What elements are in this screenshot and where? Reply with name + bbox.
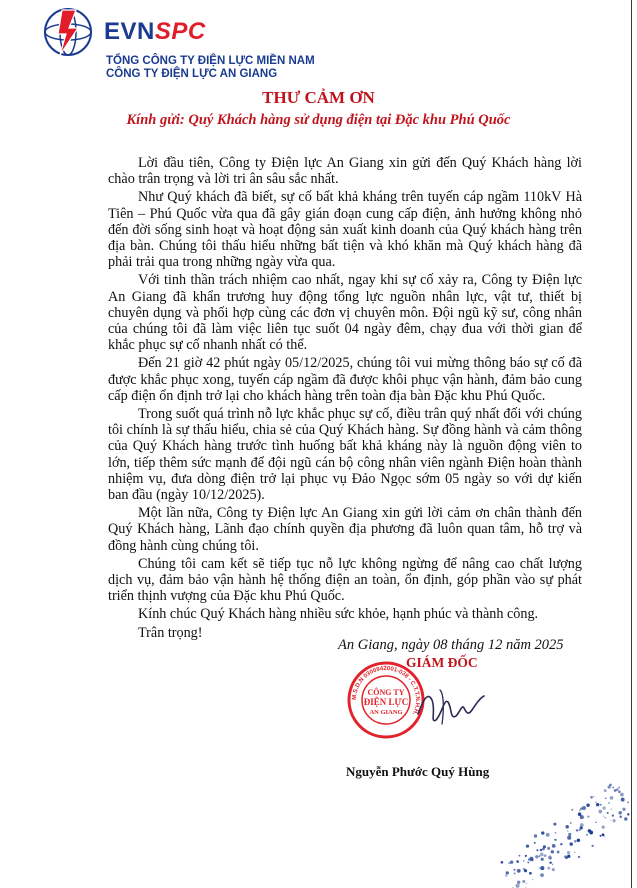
decorative-dot xyxy=(618,811,622,815)
brand-prefix: EVN xyxy=(104,18,155,45)
decorative-dot xyxy=(587,815,589,817)
decorative-dot xyxy=(621,798,625,802)
seal-line-3: AN GIANG xyxy=(369,709,403,716)
decorative-dot xyxy=(514,872,516,874)
decorative-dot xyxy=(605,797,607,799)
company-name: CÔNG TY ĐIỆN LỰC AN GIANG xyxy=(106,68,278,80)
decorative-dot xyxy=(547,867,550,870)
decorative-dot xyxy=(523,860,525,862)
decorative-dot xyxy=(608,802,610,804)
decorative-dot xyxy=(553,823,556,826)
decorative-dot xyxy=(555,832,557,834)
decorative-dot xyxy=(524,869,527,872)
decorative-dot xyxy=(534,842,536,844)
decorative-dot xyxy=(517,881,520,884)
decorative-dot xyxy=(571,809,573,811)
brand-suffix: SPC xyxy=(154,18,206,45)
decorative-dot xyxy=(602,806,605,809)
decorative-dot xyxy=(535,855,538,858)
signer-name: Nguyễn Phước Quý Hùng xyxy=(346,764,490,779)
decorative-dot xyxy=(514,869,516,871)
decorative-dot xyxy=(627,813,629,815)
decorative-dot xyxy=(551,850,554,853)
decorative-dot xyxy=(505,874,507,876)
paragraph: Lời đầu tiên, Công ty Điện lực An Giang xin gửi đến Quý Khách hàng lời chào trân trọng và lời tri ân sâu sắc nhất. xyxy=(108,155,582,188)
paragraph: Trong suốt quá trình nỗ lực khắc phục sự cố, điều trân quý nhất đối với chúng tôi chính là sự thấu hiểu, chia sẻ của Quý Khách hàng. Sự đồng hành và cảm thông của Quý Khách hàng trước tình huống bất khả kháng này là nguồn động viên to lớn, tiếp thêm sức mạnh để đội ngũ cán bộ công nhân viên ngành Điện hoàn thành nhiệm vụ, đưa dòng điện trở lại phục vụ Đảo Ngọc sớm 05 ngày so với dự kiến ban đầu (ngày 10/12/2025). xyxy=(108,406,582,504)
paragraph: Trân trọng! xyxy=(138,624,203,641)
page-edge-line xyxy=(631,0,632,888)
decorative-dot xyxy=(568,833,571,836)
decorative-dot xyxy=(619,816,622,819)
decorative-dot xyxy=(612,787,614,789)
decorative-dot xyxy=(595,822,596,823)
decorative-dot xyxy=(586,803,589,806)
decorative-dot xyxy=(618,786,620,788)
decorative-dot xyxy=(541,858,544,861)
seal-line-1: CÔNG TY xyxy=(367,688,405,697)
decorative-dot xyxy=(510,861,513,864)
decorative-dot xyxy=(600,804,602,806)
paragraph: Một lần nữa, Công ty Điện lực An Giang xin gửi lời cảm ơn chân thành đến Quý Khách hàng, Lãnh đạo chính quyền địa phương đã luôn quan tâm, hỗ trợ và đồng hành cùng chúng tôi. xyxy=(108,505,582,554)
handwritten-signature-icon xyxy=(414,680,486,730)
decorative-dot xyxy=(554,839,555,840)
brand-name xyxy=(104,18,206,46)
decorative-dot xyxy=(610,820,611,821)
decorative-dot xyxy=(547,847,550,850)
decorative-dot xyxy=(532,879,533,880)
decorative-dot xyxy=(595,802,596,803)
decorative-dot xyxy=(564,855,567,858)
seal-ring-text: M.S.D.N 0300942001-038 - C.T.T.N.H.H. xyxy=(351,665,421,716)
decorative-dot xyxy=(604,789,607,792)
decorative-dot xyxy=(591,845,593,847)
decorative-dot xyxy=(517,861,520,864)
decorative-dot xyxy=(526,844,529,847)
decorative-dot xyxy=(506,871,509,874)
decorative-dot xyxy=(534,834,537,837)
decorative-dot xyxy=(540,873,544,877)
decorative-dot xyxy=(577,839,580,842)
decorative-dot xyxy=(567,836,571,840)
place-date: An Giang, ngày 08 tháng 12 năm 2025 xyxy=(338,637,564,653)
decorative-dot xyxy=(539,855,541,857)
parent-organization: TỔNG CÔNG TY ĐIỆN LỰC MIỀN NAM xyxy=(106,55,315,67)
decorative-dot xyxy=(516,884,520,888)
decorative-dots-icon xyxy=(500,770,631,888)
decorative-dot xyxy=(590,831,593,834)
decorative-dot xyxy=(598,810,602,814)
decorative-dot xyxy=(605,817,606,818)
decorative-dot xyxy=(529,872,532,875)
decorative-dot xyxy=(548,856,552,860)
decorative-dot xyxy=(609,784,612,787)
decorative-dot xyxy=(612,819,615,822)
decorative-dot xyxy=(567,851,570,854)
decorative-dot xyxy=(540,849,542,851)
decorative-dot xyxy=(552,844,556,848)
decorative-dot xyxy=(570,822,572,824)
paragraph: Với tinh thần trách nhiệm cao nhất, ngay khi sự cố xảy ra, Công ty Điện lực An Giang đã khẩn trương huy động tổng lực nguồn nhân lực, vật tư, thiết bị chuyên dụng và phối hợp cùng các đơn vị chuyên môn. Đội ngũ kỹ sư, công nhân của chúng tôi đã làm việc liên tục suốt 04 ngày đêm, chạy đua với thời gian để khắc phục sự cố nhanh nhất có thể. xyxy=(108,272,582,354)
decorative-dot xyxy=(611,809,612,810)
decorative-dot xyxy=(570,842,573,845)
seal-line-2: ĐIỆN LỰC xyxy=(363,697,409,707)
paragraph: Chúng tôi cam kết sẽ tiếp tục nỗ lực không ngừng để nâng cao chất lượng dịch vụ, đảm bảo vận hành hệ thống điện an toàn, ổn định, góp phần vào sự phát triển thịnh vượng của Đặc khu Phú Quốc. xyxy=(108,555,582,605)
decorative-dot xyxy=(528,861,529,862)
decorative-dot xyxy=(540,853,544,857)
decorative-dot xyxy=(522,880,525,883)
decorative-dot xyxy=(530,857,534,861)
decorative-dot xyxy=(602,825,605,828)
decorative-dot xyxy=(539,867,540,868)
decorative-dot xyxy=(582,806,586,810)
letter-body xyxy=(108,155,582,643)
decorative-dot xyxy=(518,855,520,857)
decorative-dot xyxy=(627,801,629,803)
signer-role: GIÁM ĐỐC xyxy=(406,655,478,670)
decorative-dot xyxy=(574,840,577,843)
decorative-dot xyxy=(552,868,555,871)
decorative-dot xyxy=(526,883,527,884)
decorative-dot xyxy=(620,793,624,797)
decorative-dot xyxy=(546,833,550,837)
decorative-dot xyxy=(574,851,575,852)
decorative-dot xyxy=(594,796,595,797)
decorative-dot xyxy=(567,830,568,831)
decorative-dot xyxy=(557,851,560,854)
letter-recipient: Kính gửi: Quý Khách hàng sử dụng điện tại Đặc khu Phú Quốc xyxy=(126,112,511,128)
decorative-dot xyxy=(549,861,551,863)
decorative-dot xyxy=(610,796,614,800)
decorative-dot xyxy=(543,845,546,848)
decorative-dot xyxy=(612,814,614,816)
decorative-dot xyxy=(580,815,584,819)
decorative-dot xyxy=(540,866,544,870)
decorative-dot xyxy=(607,812,609,814)
decorative-dot xyxy=(552,864,553,865)
decorative-dot xyxy=(580,807,583,810)
decorative-dot xyxy=(586,834,588,836)
decorative-dot xyxy=(579,810,580,811)
paragraph: Như Quý khách đã biết, sự cố bất khả kháng trên tuyến cáp ngầm 110kV Hà Tiên – Phú Quốc vừa qua đã gây gián đoạn cung cấp điện, ảnh hưởng không nhỏ đến đời sống sinh hoạt và hoạt động sản xuất kinh doanh của Quý khách hàng trên địa bàn. Chúng tôi thấu hiểu những bất tiện và khó khăn mà Quý khách hàng đã phải trải qua trong những ngày vừa qua. xyxy=(108,189,582,271)
paragraph: Kính chúc Quý Khách hàng nhiều sức khỏe, hạnh phúc và thành công. xyxy=(138,606,539,623)
decorative-dot xyxy=(578,856,580,858)
decorative-dot xyxy=(517,869,521,873)
decorative-dot xyxy=(616,788,618,790)
decorative-dot xyxy=(603,816,604,817)
decorative-dot xyxy=(501,861,504,864)
decorative-dot xyxy=(580,823,584,827)
decorative-dot xyxy=(618,791,621,794)
decorative-dot xyxy=(525,855,527,857)
decorative-dot xyxy=(567,855,570,858)
decorative-dot xyxy=(604,836,606,838)
decorative-dot xyxy=(622,808,625,811)
decorative-dot xyxy=(508,862,510,864)
decorative-dot xyxy=(624,817,627,820)
decorative-dot xyxy=(576,829,578,831)
decorative-dot xyxy=(565,825,569,829)
decorative-dot xyxy=(590,796,593,799)
decorative-dot xyxy=(596,803,600,807)
evn-logo-icon xyxy=(42,6,94,58)
decorative-dot xyxy=(541,831,544,834)
decorative-dot xyxy=(536,849,538,851)
decorative-dot xyxy=(579,829,581,831)
decorative-dot xyxy=(560,843,562,845)
letter-title: THƯ CẢM ƠN xyxy=(262,88,375,107)
decorative-dot xyxy=(544,854,547,857)
decorative-dot xyxy=(600,835,602,837)
paragraph: Đến 21 giờ 42 phút ngày 05/12/2025, chúng tôi vui mừng thông báo sự cố đã được khắc phục xong, tuyến cáp ngầm đã được khôi phục vận hành, đảm bảo cung cấp điện ổn định trở lại cho khách hàng trên toàn địa bàn Đặc khu Phú Quốc. xyxy=(108,355,582,404)
